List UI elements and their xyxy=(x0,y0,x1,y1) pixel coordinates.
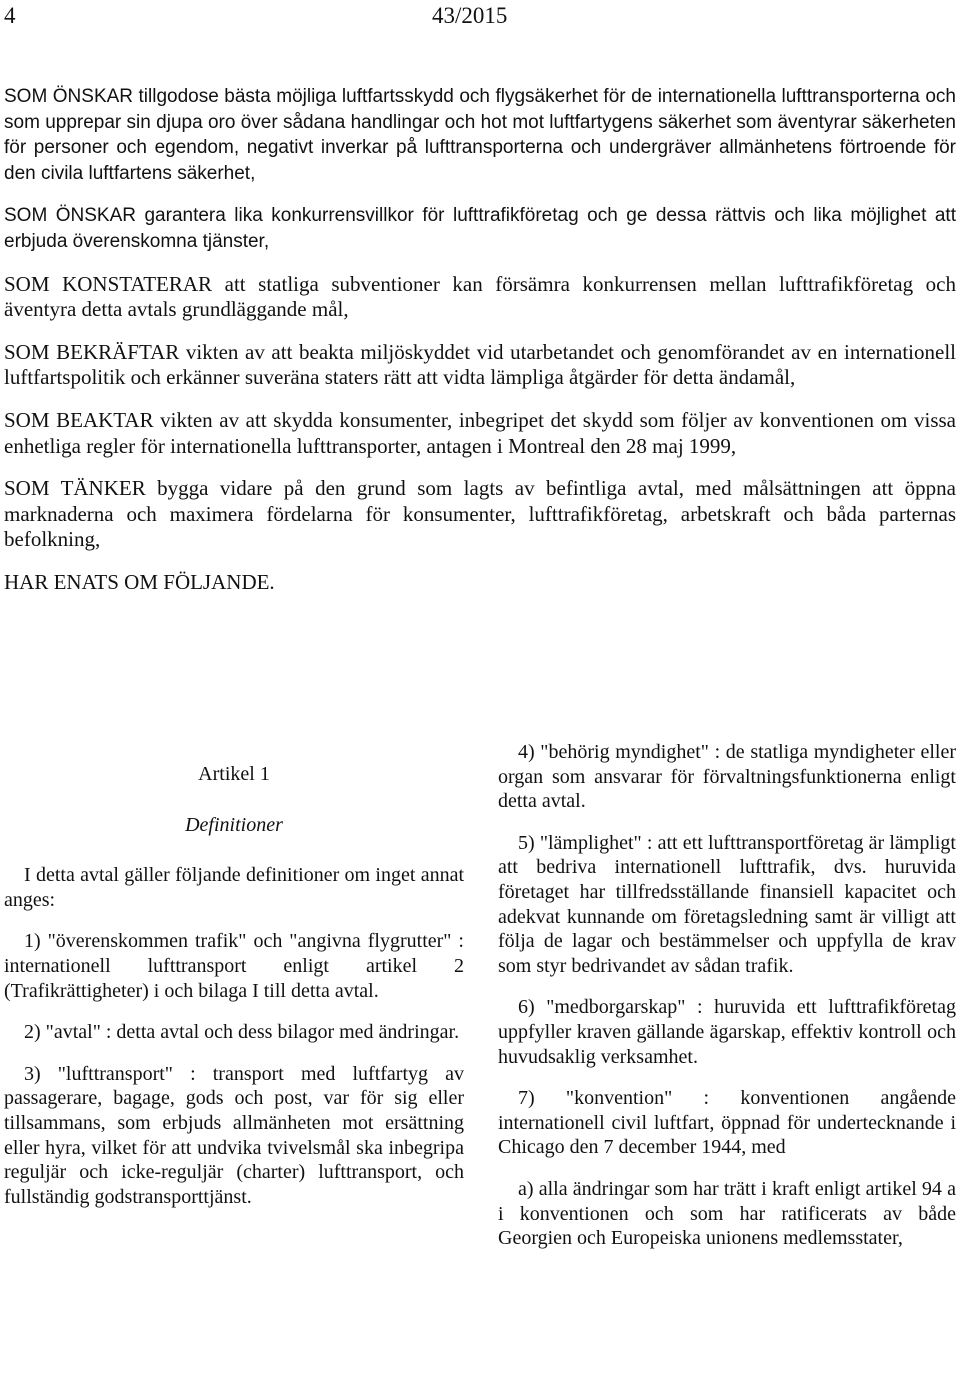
definition-item: a) alla ändringar som har trätt i kraft enligt artikel 94 a i konventionen och som har ratificerats av både Georgien och Europeiska unionens medlemsstater, xyxy=(498,1177,956,1250)
definition-item: 1) "överenskommen trafik" och "angivna flygrutter" : internationell lufttransport enligt artikel 2 (Trafikrättigheter) i och bilaga I till detta avtal. xyxy=(4,930,464,1002)
definition-item: 3) "lufttransport" : transport med luftfartyg av passagerare, bagage, gods och post, var för sig eller tillsammans, som erbjuds allmänheten mot ersättning eller hyra, vilket för att undvika tvivelsmål ska inbegripa reguljär och icke-reguljär (charter) lufttransport, och fullständig godstransporttjänst. xyxy=(4,1062,464,1208)
article-intro: I detta avtal gäller följande definitioner om inget annat anges: xyxy=(4,864,464,911)
article-title: Artikel 1 xyxy=(198,763,270,785)
conclusion: HAR ENATS OM FÖLJANDE. xyxy=(4,569,275,594)
preamble-paragraph: SOM TÄNKER bygga vidare på den grund som lagts av befintliga avtal, med målsättningen att öppna marknaderna och maximera fördelarna för konsumenter, lufttrafikföretag, arbetskraft och båda parternas befolkning, xyxy=(4,476,956,552)
definition-item: 2) "avtal" : detta avtal och dess bilagor med ändringar. xyxy=(24,1021,460,1044)
preamble-paragraph: SOM BEAKTAR vikten av att skydda konsumenter, inbegripet det skydd som följer av konventionen om vissa enhetliga regler för internationella lufttransporter, antagen i Montreal den 28 maj 1999, xyxy=(4,407,956,458)
right-column xyxy=(498,740,956,1268)
article-subtitle: Definitioner xyxy=(185,813,283,836)
page-number: 4 xyxy=(4,3,16,28)
issue-number: 43/2015 xyxy=(432,3,508,28)
left-column xyxy=(4,762,464,1226)
preamble-paragraph: SOM KONSTATERAR att statliga subventioner kan försämra konkurrensen mellan lufttrafikföretag och äventyra detta avtals grundläggande mål, xyxy=(4,271,956,322)
definition-item: 4) "behörig myndighet" : de statliga myndigheter eller organ som ansvarar för förvaltningsfunktionerna enligt detta avtal. xyxy=(498,741,956,813)
definition-item: 7) "konvention" : konventionen angående internationell civil luftfart, öppnad för undertecknande i Chicago den 7 december 1944, med xyxy=(498,1087,956,1159)
preamble-paragraph: SOM ÖNSKAR tillgodose bästa möjliga luftfartsskydd och flygsäkerhet för de internationella lufttransporterna och som upprepar sin djupa oro över sådana handlingar och hot mot luftfartygens säkerhet som äventyrar säkerheten för personer och egendom, negativt inverkar på lufttransporterna och undergräver allmänhetens förtroende för den civila luftfartens säkerhet, xyxy=(4,86,956,184)
preamble xyxy=(4,84,956,613)
definition-item: 5) "lämplighet" : att ett lufttransportföretag är lämpligt att bedriva internationell lufttrafik, dvs. huruvida företaget har tillfredsställande finansiell kapacitet och adekvat kunnande om företagsledning samt är villigt att följa de lagar och bestämmelser och uppfylla de krav som styr bedrivandet av sådan trafik. xyxy=(498,831,956,977)
preamble-paragraph: SOM ÖNSKAR garantera lika konkurrensvillkor för lufttrafikföretag och ge dessa rättvis och lika möjlighet att erbjuda överenskomna tjänster, xyxy=(4,205,956,252)
definition-item: 6) "medborgarskap" : huruvida ett lufttrafikföretag uppfyller kraven gällande ägarskap, effektiv kontroll och huvudsaklig verksamhet. xyxy=(498,996,956,1068)
preamble-paragraph: SOM BEKRÄFTAR vikten av att beakta miljöskyddet vid utarbetandet och genomförandet av en internationell luftfartspolitik och erkänner suveräna staters rätt att vidta lämpliga åtgärder för detta ändamål, xyxy=(4,339,956,390)
